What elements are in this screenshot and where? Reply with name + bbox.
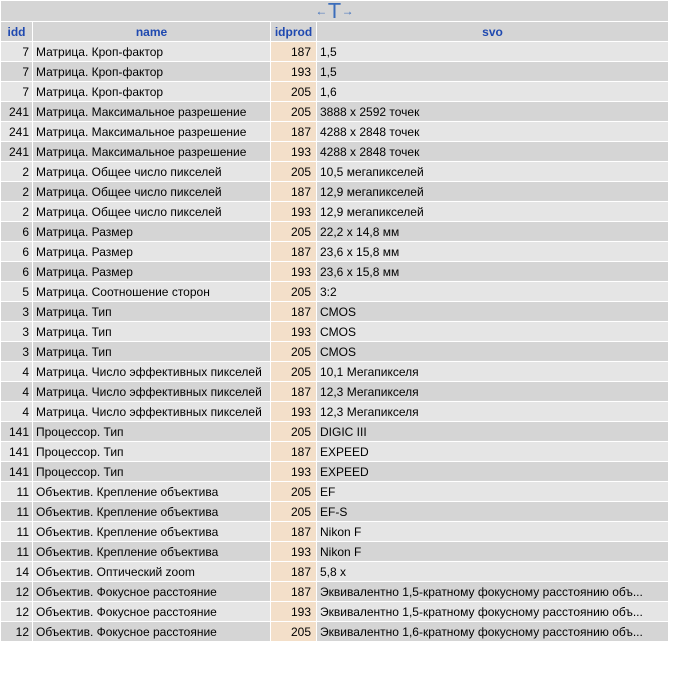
table-body: [1, 42, 668, 641]
cell-name: Матрица. Максимальное разрешение: [33, 102, 270, 121]
cell-idd: 6: [1, 222, 32, 241]
table-row[interactable]: [1, 42, 668, 61]
cell-idd: 11: [1, 542, 32, 561]
cell-idprod: 205: [271, 162, 316, 181]
table-row[interactable]: [1, 402, 668, 421]
cell-svo: 5,8 x: [317, 562, 668, 581]
table-row[interactable]: [1, 82, 668, 101]
cell-name: Процессор. Тип: [33, 462, 270, 481]
cell-svo: Nikon F: [317, 522, 668, 541]
cell-idprod: 187: [271, 382, 316, 401]
cell-name: Объектив. Крепление объектива: [33, 522, 270, 541]
cell-name: Матрица. Тип: [33, 302, 270, 321]
cell-name: Матрица. Соотношение сторон: [33, 282, 270, 301]
table-row[interactable]: [1, 222, 668, 241]
cell-svo: 12,9 мегапикселей: [317, 182, 668, 201]
cell-name: Матрица. Тип: [33, 342, 270, 361]
column-header-idd[interactable]: idd: [1, 22, 32, 41]
cell-idd: 241: [1, 122, 32, 141]
table-row[interactable]: [1, 602, 668, 621]
table-row[interactable]: [1, 362, 668, 381]
table-row[interactable]: [1, 182, 668, 201]
cell-idprod: 193: [271, 402, 316, 421]
cell-idprod: 205: [271, 422, 316, 441]
table-row[interactable]: [1, 322, 668, 341]
cell-name: Объектив. Фокусное расстояние: [33, 602, 270, 621]
cell-idd: 11: [1, 502, 32, 521]
cell-idprod: 205: [271, 82, 316, 101]
cell-idprod: 193: [271, 62, 316, 81]
cell-idd: 4: [1, 382, 32, 401]
table-row[interactable]: [1, 122, 668, 141]
table-row[interactable]: [1, 302, 668, 321]
table-row[interactable]: [1, 442, 668, 461]
cell-svo: 1,6: [317, 82, 668, 101]
cell-idd: 12: [1, 622, 32, 641]
table-row[interactable]: [1, 482, 668, 501]
cell-name: Матрица. Кроп-фактор: [33, 42, 270, 61]
cell-idd: 12: [1, 582, 32, 601]
cell-svo: EF-S: [317, 502, 668, 521]
cell-name: Матрица. Размер: [33, 242, 270, 261]
cell-idprod: 187: [271, 522, 316, 541]
cell-name: Матрица. Число эффективных пикселей: [33, 382, 270, 401]
cell-idd: 12: [1, 602, 32, 621]
table-row[interactable]: [1, 502, 668, 521]
cell-svo: Nikon F: [317, 542, 668, 561]
cell-svo: 12,3 Мегапикселя: [317, 382, 668, 401]
cell-name: Объектив. Крепление объектива: [33, 542, 270, 561]
cell-svo: 10,1 Мегапикселя: [317, 362, 668, 381]
cell-idd: 11: [1, 522, 32, 541]
cell-svo: Эквивалентно 1,6-кратному фокусному расстоянию объ...: [317, 622, 668, 641]
table-row[interactable]: [1, 262, 668, 281]
cell-name: Объектив. Фокусное расстояние: [33, 582, 270, 601]
cell-idprod: 205: [271, 342, 316, 361]
cell-svo: EXPEED: [317, 462, 668, 481]
cell-idd: 7: [1, 42, 32, 61]
table-row[interactable]: [1, 582, 668, 601]
cell-idd: 141: [1, 422, 32, 441]
cell-svo: CMOS: [317, 342, 668, 361]
column-header-idprod[interactable]: idprod: [271, 22, 316, 41]
cell-idd: 2: [1, 162, 32, 181]
cell-svo: EF: [317, 482, 668, 501]
cell-idprod: 187: [271, 582, 316, 601]
cell-idprod: 205: [271, 622, 316, 641]
table-row[interactable]: [1, 562, 668, 581]
cell-idprod: 205: [271, 482, 316, 501]
cell-idprod: 187: [271, 122, 316, 141]
column-resize-control[interactable]: [315, 1, 353, 21]
table-row[interactable]: [1, 162, 668, 181]
cell-name: Объектив. Крепление объектива: [33, 482, 270, 501]
table-row[interactable]: [1, 522, 668, 541]
table-row[interactable]: [1, 342, 668, 361]
cell-svo: Эквивалентно 1,5-кратному фокусному расстоянию объ...: [317, 582, 668, 601]
cell-idd: 3: [1, 342, 32, 361]
cell-svo: EXPEED: [317, 442, 668, 461]
cell-name: Матрица. Число эффективных пикселей: [33, 362, 270, 381]
cell-name: Матрица. Размер: [33, 222, 270, 241]
cell-idprod: 193: [271, 262, 316, 281]
cell-idprod: 205: [271, 282, 316, 301]
cell-idd: 11: [1, 482, 32, 501]
cell-idprod: 193: [271, 322, 316, 341]
cell-name: Матрица. Максимальное разрешение: [33, 142, 270, 161]
table-row[interactable]: [1, 62, 668, 81]
cell-idd: 241: [1, 102, 32, 121]
cell-idprod: 205: [271, 502, 316, 521]
cell-name: Матрица. Максимальное разрешение: [33, 122, 270, 141]
cell-idprod: 205: [271, 102, 316, 121]
cell-name: Матрица. Размер: [33, 262, 270, 281]
cell-svo: DIGIC III: [317, 422, 668, 441]
cell-idd: 14: [1, 562, 32, 581]
cell-name: Матрица. Число эффективных пикселей: [33, 402, 270, 421]
cell-idprod: 187: [271, 42, 316, 61]
cell-idd: 3: [1, 322, 32, 341]
cell-idprod: 193: [271, 202, 316, 221]
table-row[interactable]: [1, 422, 668, 441]
table-row[interactable]: [1, 382, 668, 401]
cell-idprod: 187: [271, 302, 316, 321]
column-header-svo[interactable]: svo: [317, 22, 668, 41]
cell-svo: Эквивалентно 1,5-кратному фокусному расстоянию объ...: [317, 602, 668, 621]
cell-idprod: 193: [271, 142, 316, 161]
cell-idd: 3: [1, 302, 32, 321]
cell-svo: 22,2 x 14,8 мм: [317, 222, 668, 241]
cell-name: Матрица. Общее число пикселей: [33, 182, 270, 201]
cell-name: Матрица. Кроп-фактор: [33, 82, 270, 101]
cell-idd: 6: [1, 262, 32, 281]
cell-name: Объектив. Фокусное расстояние: [33, 622, 270, 641]
table-row[interactable]: [1, 142, 668, 161]
table-row[interactable]: [1, 202, 668, 221]
table-row[interactable]: [1, 462, 668, 481]
column-header-name[interactable]: name: [33, 22, 270, 41]
cell-name: Матрица. Общее число пикселей: [33, 202, 270, 221]
cell-idprod: 205: [271, 222, 316, 241]
cell-svo: 1,5: [317, 42, 668, 61]
table-row[interactable]: [1, 282, 668, 301]
cell-idd: 2: [1, 202, 32, 221]
cell-idprod: 193: [271, 602, 316, 621]
cell-svo: 3:2: [317, 282, 668, 301]
cell-idd: 141: [1, 442, 32, 461]
cell-name: Матрица. Кроп-фактор: [33, 62, 270, 81]
cell-svo: 3888 x 2592 точек: [317, 102, 668, 121]
header-row: [1, 22, 668, 41]
cell-name: Процессор. Тип: [33, 442, 270, 461]
cell-idd: 5: [1, 282, 32, 301]
cell-svo: 10,5 мегапикселей: [317, 162, 668, 181]
cell-name: Объектив. Оптический zoom: [33, 562, 270, 581]
cell-idd: 4: [1, 362, 32, 381]
cell-idprod: 193: [271, 542, 316, 561]
cell-svo: 1,5: [317, 62, 668, 81]
cell-idd: 6: [1, 242, 32, 261]
cell-svo: 12,9 мегапикселей: [317, 202, 668, 221]
cell-idprod: 187: [271, 182, 316, 201]
left-arrow-icon[interactable]: ←: [315, 4, 328, 18]
table-controls: [1, 1, 668, 21]
cell-svo: 23,6 x 15,8 мм: [317, 262, 668, 281]
cell-svo: 23,6 x 15,8 мм: [317, 242, 668, 261]
cell-idd: 2: [1, 182, 32, 201]
right-arrow-icon[interactable]: →: [341, 4, 354, 18]
cell-name: Процессор. Тип: [33, 422, 270, 441]
cell-idd: 141: [1, 462, 32, 481]
cell-svo: CMOS: [317, 322, 668, 341]
cell-idprod: 205: [271, 362, 316, 381]
cell-svo: 12,3 Мегапикселя: [317, 402, 668, 421]
sort-toggle-icon[interactable]: T: [328, 1, 341, 21]
table-row[interactable]: [1, 622, 668, 641]
cell-name: Матрица. Общее число пикселей: [33, 162, 270, 181]
table-row[interactable]: [1, 102, 668, 121]
cell-idprod: 187: [271, 442, 316, 461]
cell-svo: 4288 x 2848 точек: [317, 142, 668, 161]
table-controls-row: [1, 1, 668, 21]
cell-idprod: 187: [271, 242, 316, 261]
table-row[interactable]: [1, 242, 668, 261]
cell-idd: 241: [1, 142, 32, 161]
cell-name: Объектив. Крепление объектива: [33, 502, 270, 521]
cell-svo: CMOS: [317, 302, 668, 321]
cell-name: Матрица. Тип: [33, 322, 270, 341]
cell-idprod: 193: [271, 462, 316, 481]
cell-svo: 4288 x 2848 точек: [317, 122, 668, 141]
cell-idd: 7: [1, 62, 32, 81]
table-row[interactable]: [1, 542, 668, 561]
cell-idprod: 187: [271, 562, 316, 581]
cell-idd: 7: [1, 82, 32, 101]
cell-idd: 4: [1, 402, 32, 421]
